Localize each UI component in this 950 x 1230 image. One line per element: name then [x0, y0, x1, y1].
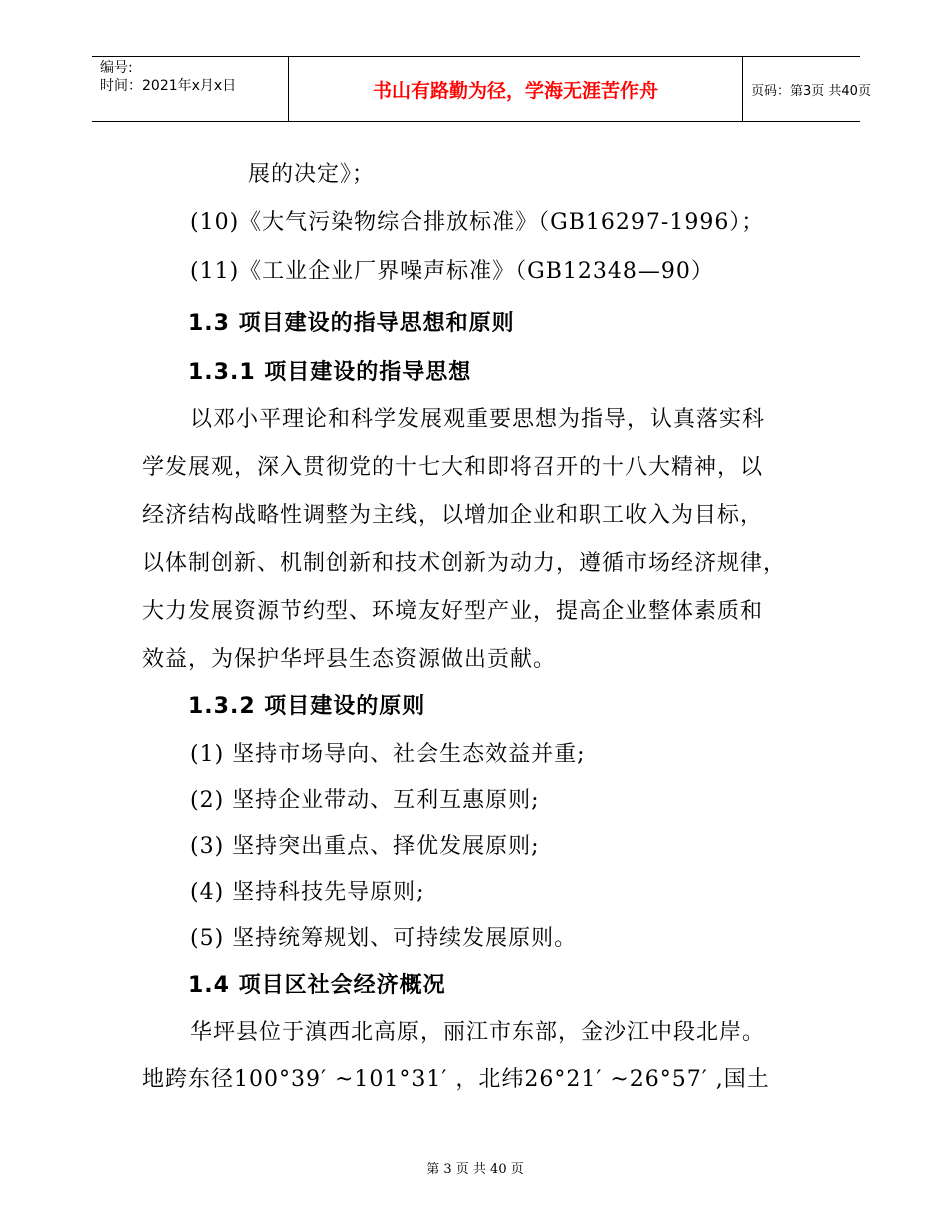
section-heading: 1.4 项目区社会经济概况	[188, 973, 446, 998]
header-page-info: 页码：第3页 共40页	[751, 83, 871, 99]
paragraph-line: 学发展观，深入贯彻党的十七大和即将召开的十八大精神，以	[142, 455, 764, 480]
paragraph-line: 华坪县位于滇西北高原，丽江市东部，金沙江中段北岸。	[190, 1020, 766, 1045]
subsection-heading: 1.3.1 项目建设的指导思想	[188, 360, 472, 385]
list-item: (1) 坚持市场导向、社会生态效益并重;	[190, 742, 586, 767]
paragraph-line: 地跨东径100°39′ ~101°31′ ，北纬26°21′ ~26°57′ ,国土	[142, 1067, 770, 1092]
paragraph-line: 以邓小平理论和科学发展观重要思想为指导，认真落实科	[190, 407, 766, 432]
list-item: (10)《大气污染物综合排放标准》（GB16297-1996）；	[190, 210, 765, 235]
list-item: (5) 坚持统筹规划、可持续发展原则。	[190, 926, 578, 951]
paragraph-line: 以体制创新、机制创新和技术创新为动力，遵循市场经济规律，	[142, 551, 787, 576]
document-time: 时间：2021年x月x日	[100, 78, 237, 94]
list-item: (4) 坚持科技先导原则;	[190, 880, 425, 905]
list-item: (2) 坚持企业带动、互利互惠原则;	[190, 788, 540, 813]
document-number-label: 编号:	[100, 60, 133, 76]
header-motto: 书山有路勤为径，学海无涯苦作舟	[288, 57, 743, 121]
page-footer: 第 3 页 共 40 页	[426, 1162, 524, 1177]
section-heading: 1.3 项目建设的指导思想和原则	[188, 311, 515, 336]
subsection-heading: 1.3.2 项目建设的原则	[188, 694, 426, 719]
body-line: 展的决定》；	[248, 162, 376, 187]
paragraph-line: 效益，为保护华坪县生态资源做出贡献。	[142, 647, 557, 672]
page-header	[92, 56, 871, 122]
header-meta	[92, 57, 288, 121]
list-item: (11)《工业企业厂界噪声标准》（GB12348—90）	[190, 259, 714, 284]
paragraph-line: 经济结构战略性调整为主线，以增加企业和职工收入为目标，	[142, 503, 764, 528]
paragraph-line: 大力发展资源节约型、环境友好型产业，提高企业整体素质和	[142, 599, 764, 624]
list-item: (3) 坚持突出重点、择优发展原则;	[190, 834, 540, 859]
